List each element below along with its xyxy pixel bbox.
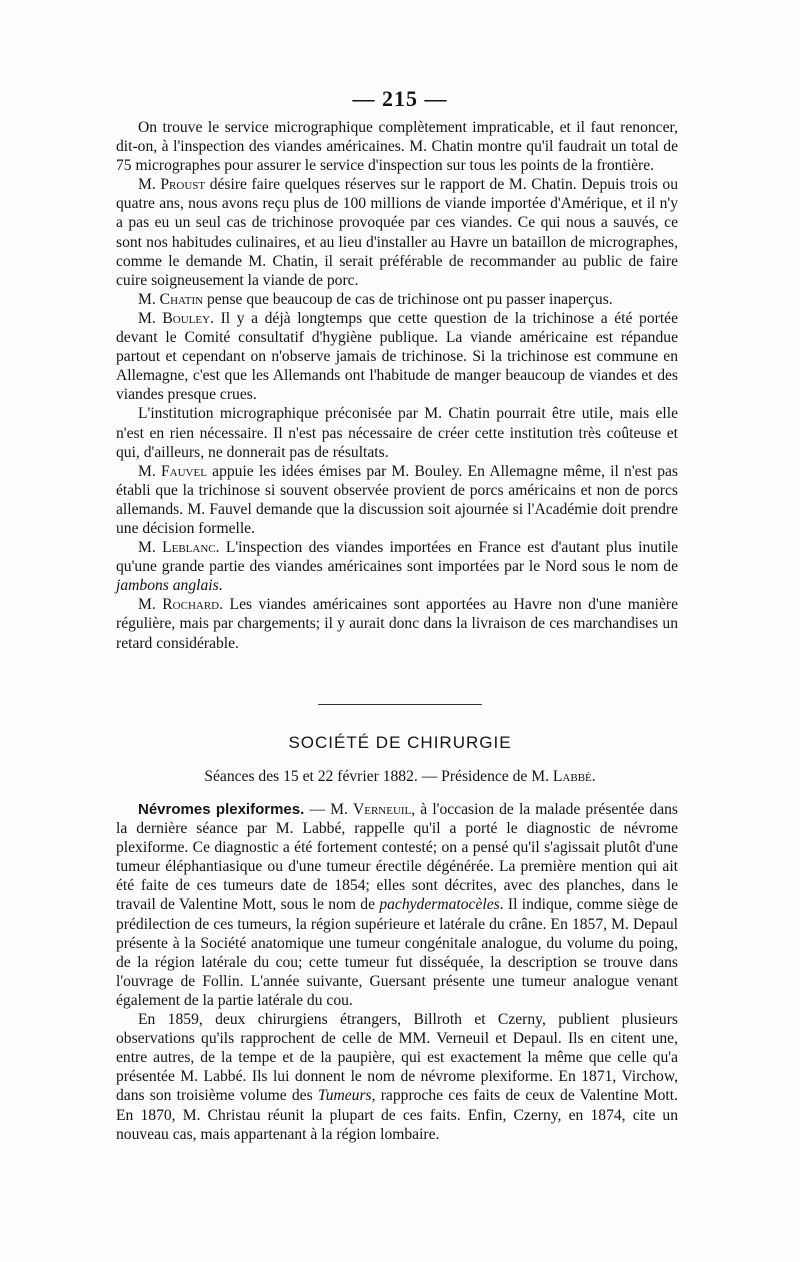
paragraph-history [116,1010,678,1144]
paragraph-leblanc [116,538,678,595]
paragraph-proust [116,175,678,290]
speaker-rochard: M. Rochard. [138,596,224,614]
section-divider [318,704,482,705]
italic-tumeurs: Tumeurs [317,1087,372,1105]
paragraph-fauvel [116,462,678,538]
paragraph-institution: L'institution micrographique préconisée par M. Chatin pourrait être utile, mais elle n'est en rien nécessaire. Il n'est pas nécessaire de créer cette institution très coûteuse et qui, d'ailleurs, ne donnerait pas de résultats. [116,405,678,461]
topic-heading: Névromes plexiformes. [138,801,305,818]
chatin-text: pense que beaucoup de cas de trichinose ont pu passer inaperçus. [203,290,613,308]
leblanc-text: L'inspection des viandes importées en France est d'autant plus inutile qu'une grande partie des viandes américaines sont importées par le Nord sous le nom de [116,539,679,576]
session-prefix: Séances des 15 et 22 février 1882. — Présidence de M. [204,768,553,785]
verneuil-text-continued: . Il indique, comme siège de prédilection de ces tumeurs, la région supérieure et latérale du crâne. En 1857, M. Depaul présente à la Société anatomique une tumeur congénitale analogue, du volume du poing, de la région latérale du cou; cette tumeur fut disséquée, la description se trouve dans l'ouvrage de Follin. L'année suivante, Guersant présente une tumeur analogue venant également de la partie latérale du cou. [116,896,678,1009]
paragraph-bouley [116,309,678,404]
session-line [0,768,800,786]
italic-pachydermatoceles: pachydermatocèles [379,896,500,914]
rochard-text: Les viandes américaines sont apportées au Havre non d'une manière régulière, mais par chargements; il y aurait donc dans la livraison de ces marchandises un retard considérable. [116,596,678,652]
academy-discussion [116,118,678,653]
proust-text: désire faire quelques réserves sur le rapport de M. Chatin. Depuis trois ou quatre ans, nous avons reçu plus de 100 millions de viande importée d'Amérique, et il n'y a pas eu un seul cas de trichinose provoquée par ces viandes. Ce qui nous a sauvés, ce sont nos habitudes culinaires, et au lieu d'installer au Havre un bataillon de micrographes, comme le demande M. Chatin, il serait préférable de recommander au public de faire cuire soigneusement la viande de porc. [116,176,678,289]
speaker-leblanc: M. Leblanc. [138,539,220,557]
speaker-bouley: M. Bouley. [138,309,214,327]
speaker-chatin: M. Chatin [138,290,204,308]
page-number: — 215 — [352,86,448,111]
speaker-proust: M. Proust [138,176,206,194]
paragraph-nevromes [116,800,678,1010]
section-title: SOCIÉTÉ DE CHIRURGIE [288,733,512,752]
verneuil-text: , à l'occasion de la malade présentée dans la dernière séance par M. Labbé, rappelle qu'il a porté le diagnostic de névrome plexiforme. Ce diagnostic a été fortement contesté; on a pensé qu'il s'agissait plutôt d'une tumeur éléphantiasique ou d'une tumeur érectile dégénérée. La première mention qui ait été faite de ces tumeurs date de 1854; elles sont décrites, avec des planches, dans le travail de Valentine Mott, sous le nom de [116,801,678,914]
history-text: En 1859, deux chirurgiens étrangers, Billroth et Czerny, publient plusieurs observations qu'ils rapprochent de celle de MM. Verneuil et Depaul. Ils en citent une, entre autres, de la tempe et de la paupière, qui est exactement la même que celle qu'a présentée M. Labbé. Ils lui donnent le nom de névrome plexiforme. En 1871, Virchow, dans son troisième volume des [116,1011,678,1105]
leblanc-end: . [218,577,223,595]
topic-lead: — M. [304,801,353,818]
bouley-text: Il y a déjà longtemps que cette question de la trichinose a été portée devant le Comité consultatif d'hygiène publique. La viande américaine est répandue partout et cependant on n'observe jamais de trichinose. Si la trichinose est commune en Allemagne, c'est que les Allemands ont l'habitude de manger beaucoup de viandes et des viandes presque crues. [116,309,678,404]
history-text-continued: , rapproche ces faits de ceux de Valentine Mott. En 1870, M. Christau réunit la plupart de ces faits. Enfin, Czerny, en 1874, cite un nouveau cas, mais appartenant à la région lombaire. [116,1087,678,1143]
session-president: Labbé [552,768,592,785]
speaker-verneuil: Verneuil [352,801,412,818]
fauvel-text: appuie les idées émises par M. Bouley. En Allemagne même, il n'est pas établi que la trichinose si souvent observée provient de porcs américains et non de porcs allemands. M. Fauvel demande que la discussion soit ajournée si l'Académie doit prendre une décision formelle. [116,462,678,537]
surgery-article [116,800,678,1144]
leblanc-italic-term: jambons anglais [116,577,219,595]
paragraph-inspection: On trouve le service micrographique complètement impraticable, et il faut renoncer, dit-on, à l'inspection des viandes américaines. M. Chatin montre qu'il faudrait un total de 75 micrographes pour assurer le service d'inspection sur tous les points de la frontière. [116,119,678,175]
session-end: . [591,768,596,785]
paragraph-rochard [116,595,678,652]
speaker-fauvel: M. Fauvel [138,462,207,480]
paragraph-chatin [116,290,678,309]
